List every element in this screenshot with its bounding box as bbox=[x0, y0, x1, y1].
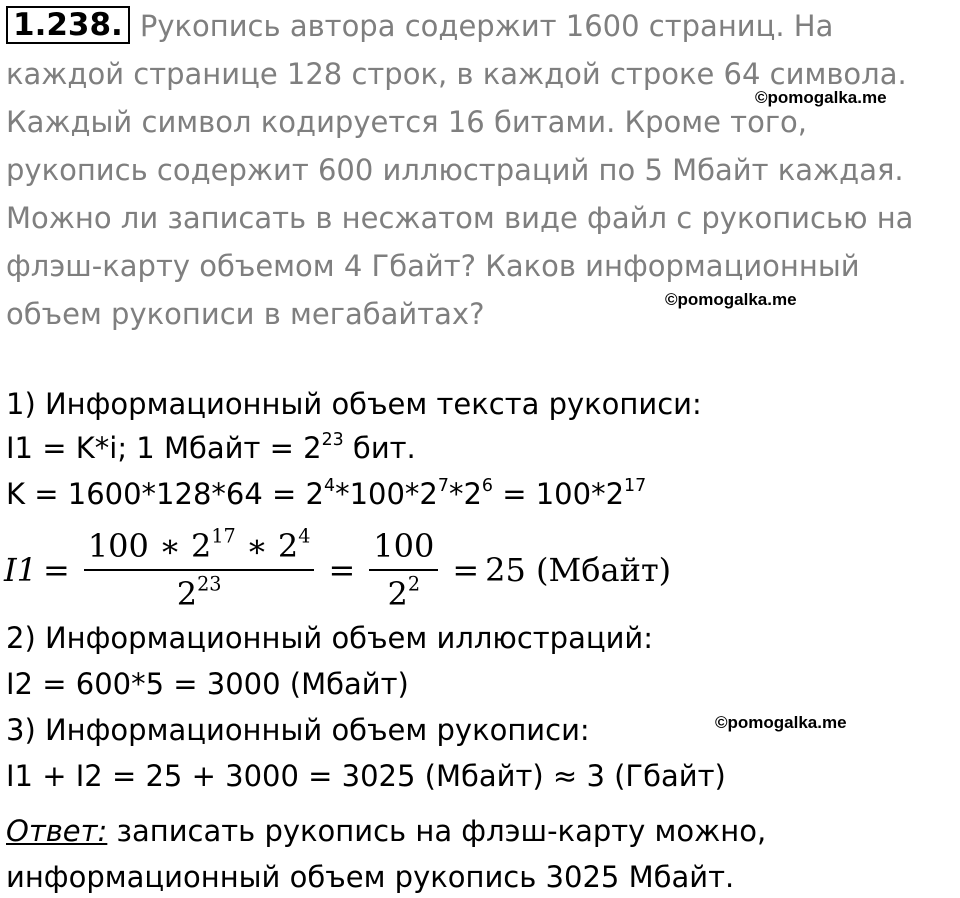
formula-result: 25 (Мбайт) bbox=[485, 551, 672, 589]
problem-line-6: флэш-карту объемом 4 Гбайт? Каков информационный bbox=[6, 249, 860, 283]
answer-label: Ответ: bbox=[6, 814, 108, 848]
step3-title: 3) Информационный объем рукописи: bbox=[6, 713, 590, 747]
formula-fraction-1: $\frac{100 ∗ 2^{17} ∗ 2^4}{2^{23}}$ bbox=[84, 527, 315, 613]
formula-lhs: I1 bbox=[4, 551, 37, 589]
step1-line2: I1 = K*i; 1 Мбайт = $2^{23}$ бит. bbox=[6, 429, 416, 465]
problem-number: 1.238. bbox=[6, 6, 130, 44]
watermark: ©pomogalka.me bbox=[755, 88, 887, 107]
problem-line-1 bbox=[6, 2, 833, 50]
problem-text: Рукопись автора содержит 1600 страниц. На bbox=[139, 9, 834, 43]
formula-equals: = bbox=[452, 551, 480, 589]
answer-line-2: информационный объем рукопись 3025 Мбайт. bbox=[6, 860, 735, 894]
step1-title: 1) Информационный объем текста рукописи: bbox=[6, 387, 702, 421]
formula-equals: = bbox=[328, 551, 356, 589]
formula-fraction-2: $\frac{100}{2^2}$ bbox=[369, 527, 438, 613]
formula-i1 bbox=[4, 520, 671, 620]
answer-text: записать рукопись на флэш-карту можно, bbox=[107, 814, 767, 848]
step2-line2: I2 = 600*5 = 3000 (Мбайт) bbox=[6, 667, 409, 701]
step3-line2: I1 + I2 = 25 + 3000 = 3025 (Мбайт) ≈ 3 (Гбайт) bbox=[6, 759, 726, 793]
step1-line3: $K = 1600*128*64 = 2^4*100*2^7*2^6 = 100*2^{17}$ bbox=[6, 475, 647, 511]
watermark: ©pomogalka.me bbox=[715, 713, 847, 732]
problem-line-7: объем рукописи в мегабайтах? bbox=[6, 297, 485, 331]
answer-line-1 bbox=[6, 810, 766, 852]
problem-line-5: Можно ли записать в несжатом виде файл с рукописью на bbox=[6, 201, 914, 235]
step2-title: 2) Информационный объем иллюстраций: bbox=[6, 621, 654, 655]
problem-line-3: Каждый символ кодируется 16 битами. Кроме того, bbox=[6, 105, 808, 139]
formula-equals: = bbox=[43, 551, 70, 589]
watermark: ©pomogalka.me bbox=[665, 290, 797, 309]
problem-line-2: каждой странице 128 строк, в каждой строке 64 символа. bbox=[6, 57, 907, 91]
problem-line-4: рукопись содержит 600 иллюстраций по 5 Мбайт каждая. bbox=[6, 153, 904, 187]
